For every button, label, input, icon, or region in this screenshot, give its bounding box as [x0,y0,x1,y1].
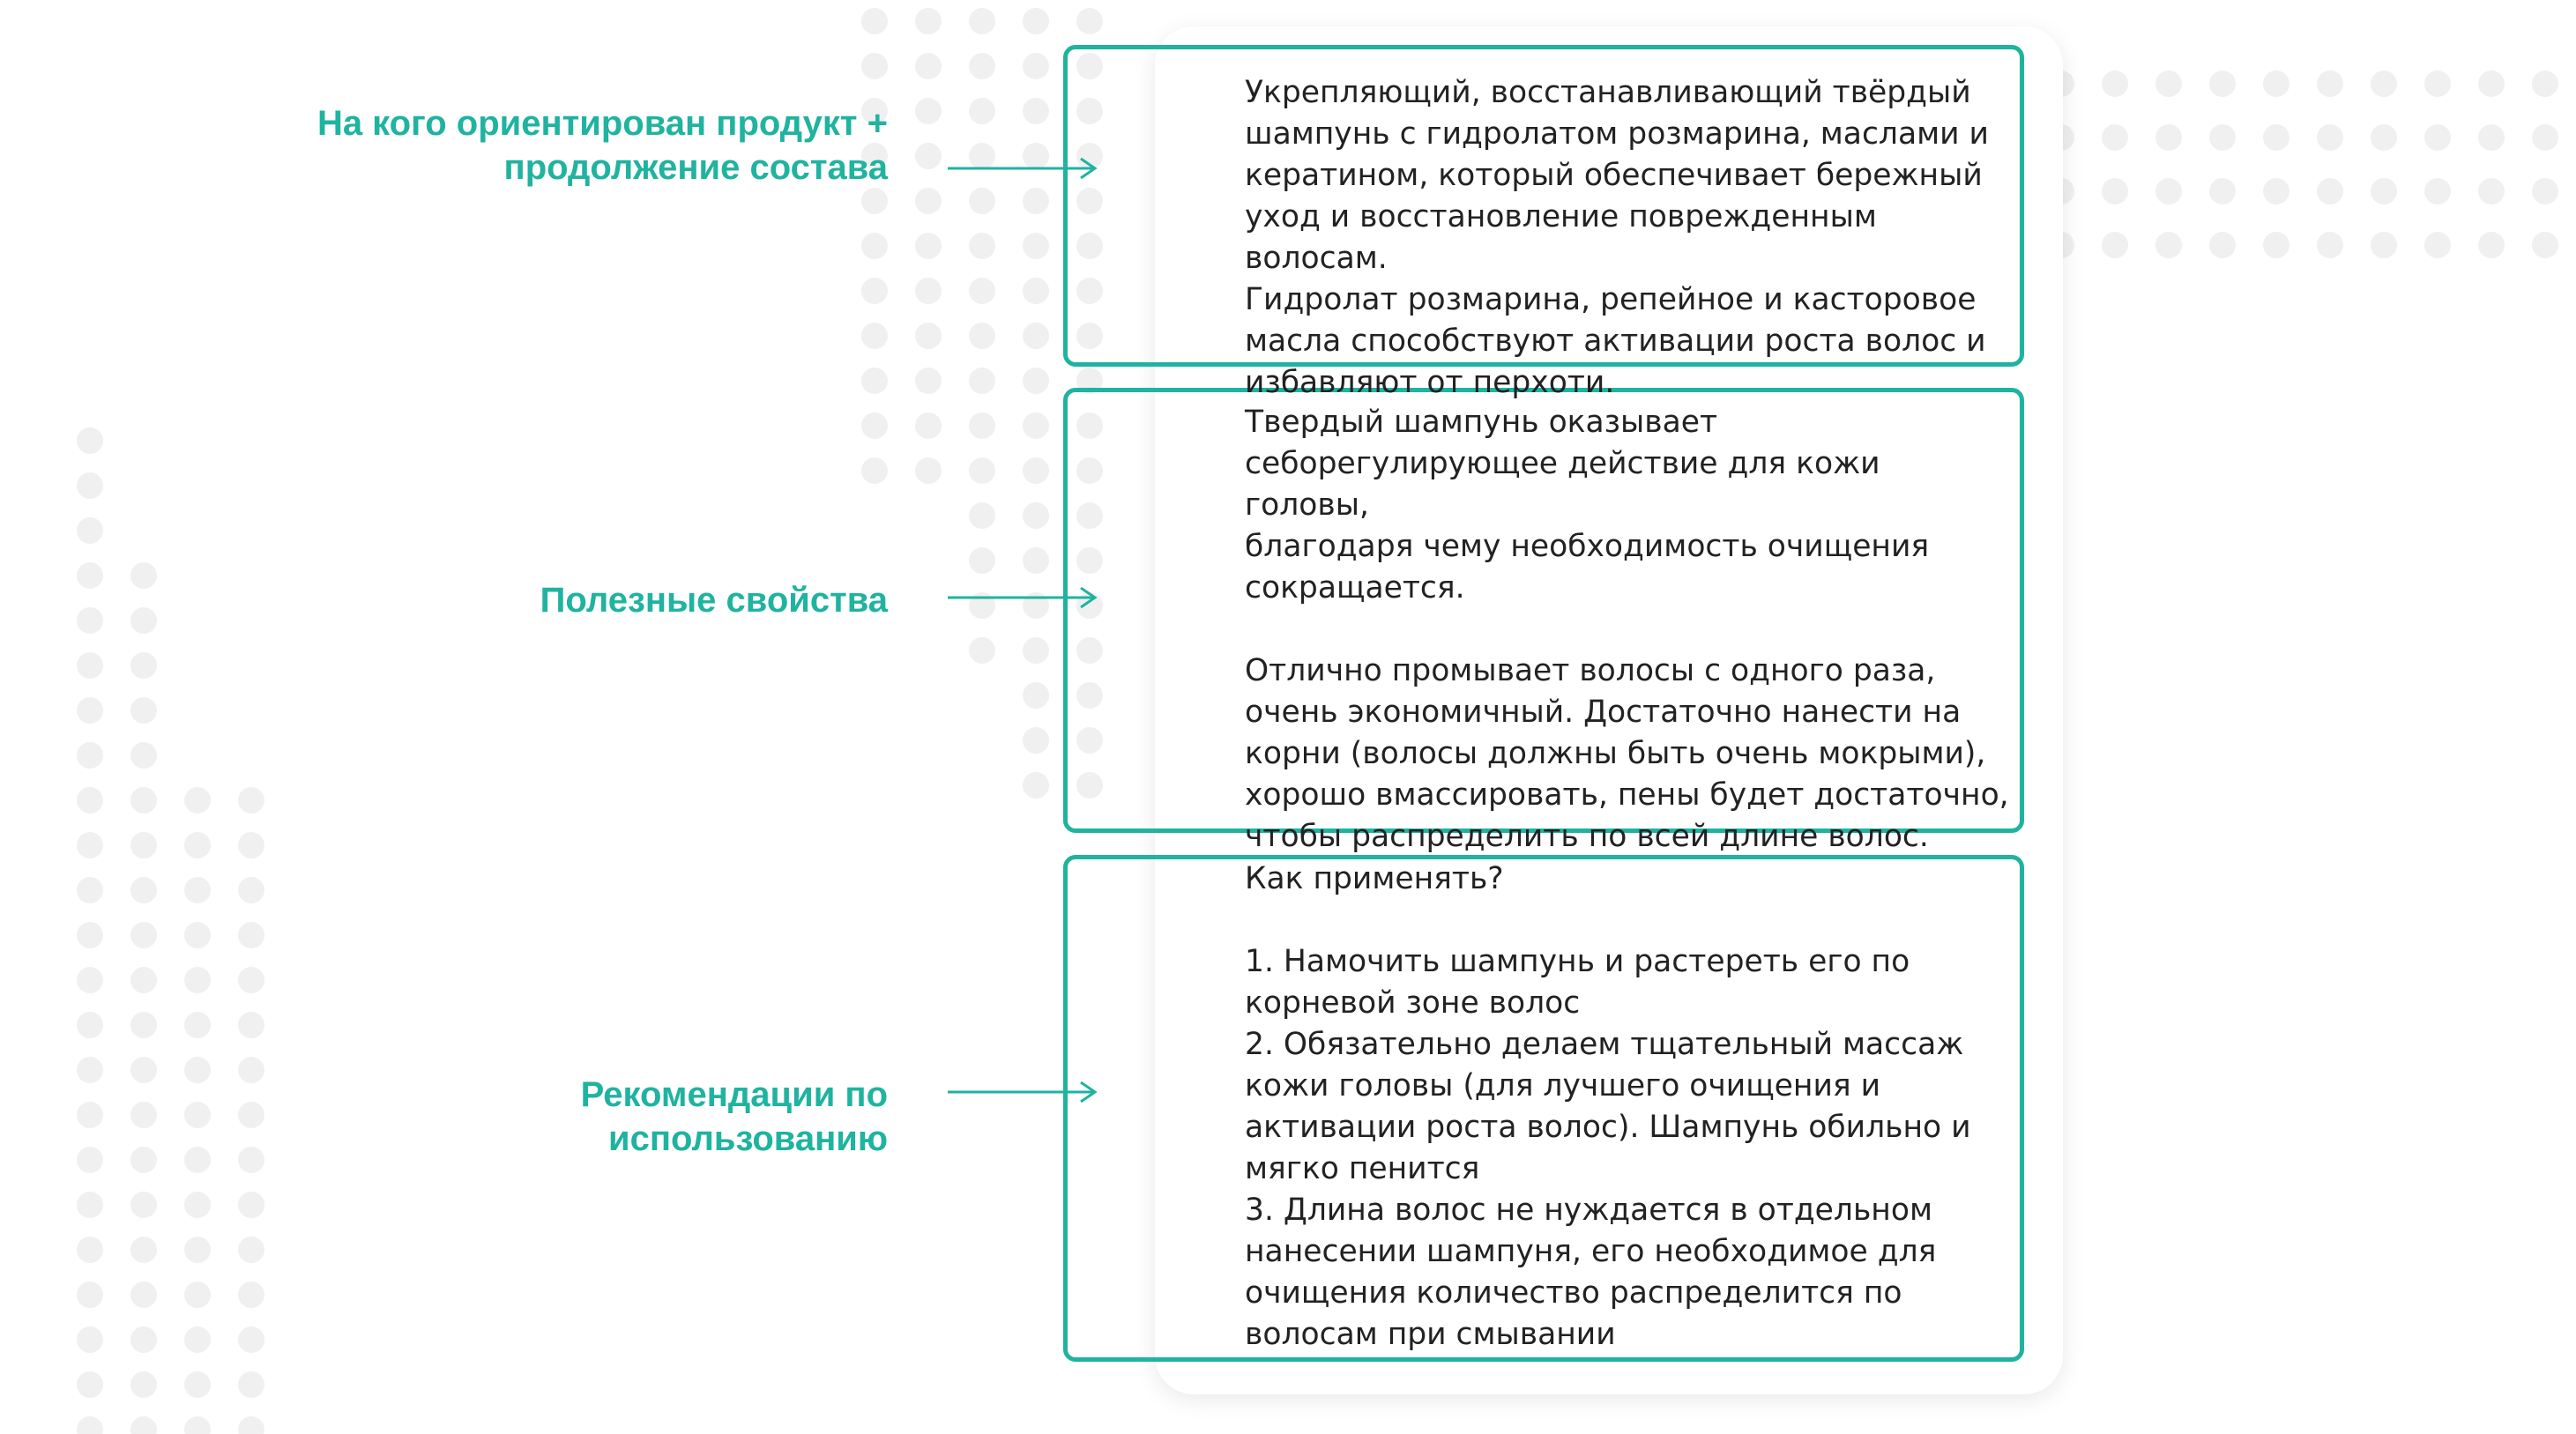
decorative-dot [238,922,264,948]
decorative-dot [861,457,888,484]
decorative-dot [238,1282,264,1308]
decorative-dot [130,607,157,634]
decorative-dot [184,1147,211,1173]
decorative-dot [184,1237,211,1263]
decorative-dot [1023,53,1049,79]
decorative-dot [238,1371,264,1398]
decorative-dot [2424,232,2451,258]
dot-pattern-left [77,427,264,1434]
decorative-dot [1023,368,1049,394]
decorative-dot [969,502,995,529]
decorative-dot [77,1192,103,1218]
decorative-dot [1023,412,1049,439]
decorative-dot [2478,124,2505,151]
decorative-dot [1023,637,1049,664]
decorative-dot [2478,232,2505,258]
decorative-dot [130,832,157,858]
decorative-dot [969,143,995,169]
decorative-dot [77,1237,103,1263]
decorative-dot [130,787,157,814]
decorative-dot [2532,71,2558,97]
decorative-dot [2478,178,2505,204]
decorative-dot [130,1147,157,1173]
decorative-dot [238,1326,264,1353]
decorative-dot [2155,178,2182,204]
decorative-dot [2209,232,2236,258]
decorative-dot [969,412,995,439]
decorative-dot [2317,124,2343,151]
decorative-dot [1023,727,1049,754]
decorative-dot [969,323,995,349]
decorative-dot [915,278,942,304]
decorative-dot [77,832,103,858]
decorative-dot [2424,124,2451,151]
decorative-dot [2317,232,2343,258]
decorative-dot [2424,71,2451,97]
decorative-dot [1023,502,1049,529]
decorative-dot [861,278,888,304]
decorative-dot [969,188,995,214]
decorative-dot [130,1282,157,1308]
decorative-dot [77,877,103,903]
decorative-dot [969,637,995,664]
decorative-dot [861,412,888,439]
decorative-dot [2263,124,2289,151]
decorative-dot [130,1057,157,1083]
decorative-dot [238,832,264,858]
decorative-dot [1023,547,1049,574]
decorative-dot [130,697,157,724]
decorative-dot [77,1012,103,1038]
decorative-dot [1023,592,1049,619]
decorative-dot [2371,71,2397,97]
decorative-dot [969,8,995,34]
decorative-dot [969,368,995,394]
benefits-label: Полезные свойства [540,581,888,620]
decorative-dot [2102,71,2128,97]
decorative-dot [969,233,995,259]
decorative-dot [184,1192,211,1218]
decorative-dot [2532,232,2558,258]
decorative-dot [2209,124,2236,151]
decorative-dot [861,8,888,34]
decorative-dot [130,922,157,948]
decorative-dot [77,1371,103,1398]
decorative-dot [238,967,264,993]
decorative-dot [77,1326,103,1353]
benefits-text: Твердый шампунь оказывает себорегулирующее действие для кожи головы, благодаря чему необходимость очищения сокращается. Отлично промывает волосы с одного раза, очень экономичный. Достаточно нанести на корни (волосы должны быть очень мокрыми), хорошо вмассировать, пены будет достаточно, чтобы распределить по всей длине волос. [1245,405,2009,854]
decorative-dot [861,233,888,259]
decorative-dot [1023,278,1049,304]
decorative-dot [130,1326,157,1353]
decorative-dot [915,457,942,484]
decorative-dot [184,967,211,993]
decorative-dot [915,368,942,394]
decorative-dot [130,1237,157,1263]
decorative-dot [238,1237,264,1263]
decorative-dot [238,877,264,903]
decorative-dot [2263,71,2289,97]
decorative-dot [238,787,264,814]
decorative-dot [77,1416,103,1434]
decorative-dot [2155,124,2182,151]
usage-label: Рекомендации по использованию [580,1075,888,1158]
usage-text: Как применять? 1. Намочить шампунь и растереть его по корневой зоне волос 2. Обязательно делаем тщательный массаж кожи головы (для лучшего очищения и активации роста волос). Шампунь обильно и мягко пенится 3. Длина волос не нуждается в отдельном нанесении шампуня, его необходимое для очищения количество распределится по волосам при смывании [1245,861,1971,1352]
decorative-dot [184,1416,211,1434]
target-audience-label: На кого ориентирован продукт + продолжение состава [316,104,888,187]
decorative-dot [77,1282,103,1308]
decorative-dot [915,98,942,124]
decorative-dot [77,697,103,724]
decorative-dot [238,1416,264,1434]
decorative-dot [77,427,103,454]
decorative-dot [77,787,103,814]
decorative-dot [77,922,103,948]
decorative-dot [915,188,942,214]
decorative-dot [184,832,211,858]
decorative-dot [238,1057,264,1083]
decorative-dot [184,1371,211,1398]
decorative-dot [238,1192,264,1218]
decorative-dot [915,233,942,259]
decorative-dot [2371,178,2397,204]
decorative-dot [861,53,888,79]
decorative-dot [1023,457,1049,484]
decorative-dot [184,1326,211,1353]
decorative-dot [1023,8,1049,34]
decorative-dot [130,1192,157,1218]
decorative-dot [2209,71,2236,97]
decorative-dot [2424,178,2451,204]
decorative-dot [1023,323,1049,349]
decorative-dot [238,1012,264,1038]
decorative-dot [130,1416,157,1434]
decorative-dot [77,517,103,544]
decorative-dot [1023,98,1049,124]
decorative-dot [184,1012,211,1038]
decorative-dot [184,1057,211,1083]
decorative-dot [2371,232,2397,258]
decorative-dot [238,1102,264,1128]
decorative-dot [130,562,157,589]
decorative-dot [77,562,103,589]
decorative-dot [238,1147,264,1173]
decorative-dot [2209,178,2236,204]
decorative-dot [130,1102,157,1128]
decorative-dot [2102,232,2128,258]
decorative-dot [77,472,103,499]
decorative-dot [1023,772,1049,799]
decorative-dot [184,922,211,948]
decorative-dot [130,742,157,769]
decorative-dot [969,98,995,124]
dot-pattern-right [2048,71,2558,258]
decorative-dot [2155,71,2182,97]
decorative-dot [1023,143,1049,169]
decorative-dot [2532,124,2558,151]
decorative-dot [969,547,995,574]
decorative-dot [2102,178,2128,204]
decorative-dot [915,323,942,349]
decorative-dot [184,787,211,814]
decorative-dot [130,1012,157,1038]
decorative-dot [2155,232,2182,258]
decorative-dot [861,368,888,394]
decorative-dot [969,278,995,304]
decorative-dot [969,53,995,79]
decorative-dot [861,188,888,214]
decorative-dot [77,607,103,634]
decorative-dot [2478,71,2505,97]
decorative-dot [184,1282,211,1308]
decorative-dot [915,143,942,169]
decorative-dot [2102,124,2128,151]
decorative-dot [2532,178,2558,204]
decorative-dot [184,1102,211,1128]
decorative-dot [77,967,103,993]
target-audience-text: Укрепляющий, восстанавливающий твёрдый шампунь с гидролатом розмарина, маслами и кератином, который обеспечивает бережный уход и восстановление поврежденным волосам. Гидролат розмарина, репейное и касторовое масла способствуют активации роста волос и избавляют от перхоти. [1245,75,1989,400]
decorative-dot [2263,178,2289,204]
decorative-dot [130,1371,157,1398]
decorative-dot [77,1057,103,1083]
decorative-dot [130,652,157,679]
decorative-dot [969,457,995,484]
decorative-dot [861,323,888,349]
decorative-dot [915,53,942,79]
decorative-dot [130,967,157,993]
decorative-dot [77,742,103,769]
decorative-dot [2317,178,2343,204]
decorative-dot [1023,188,1049,214]
decorative-dot [77,1102,103,1128]
decorative-dot [130,877,157,903]
decorative-dot [77,652,103,679]
decorative-dot [2263,232,2289,258]
decorative-dot [184,877,211,903]
decorative-dot [77,1147,103,1173]
decorative-dot [2371,124,2397,151]
decorative-dot [915,412,942,439]
decorative-dot [1076,8,1103,34]
decorative-dot [969,592,995,619]
decorative-dot [1023,233,1049,259]
decorative-dot [2317,71,2343,97]
decorative-dot [1023,682,1049,709]
decorative-dot [915,8,942,34]
